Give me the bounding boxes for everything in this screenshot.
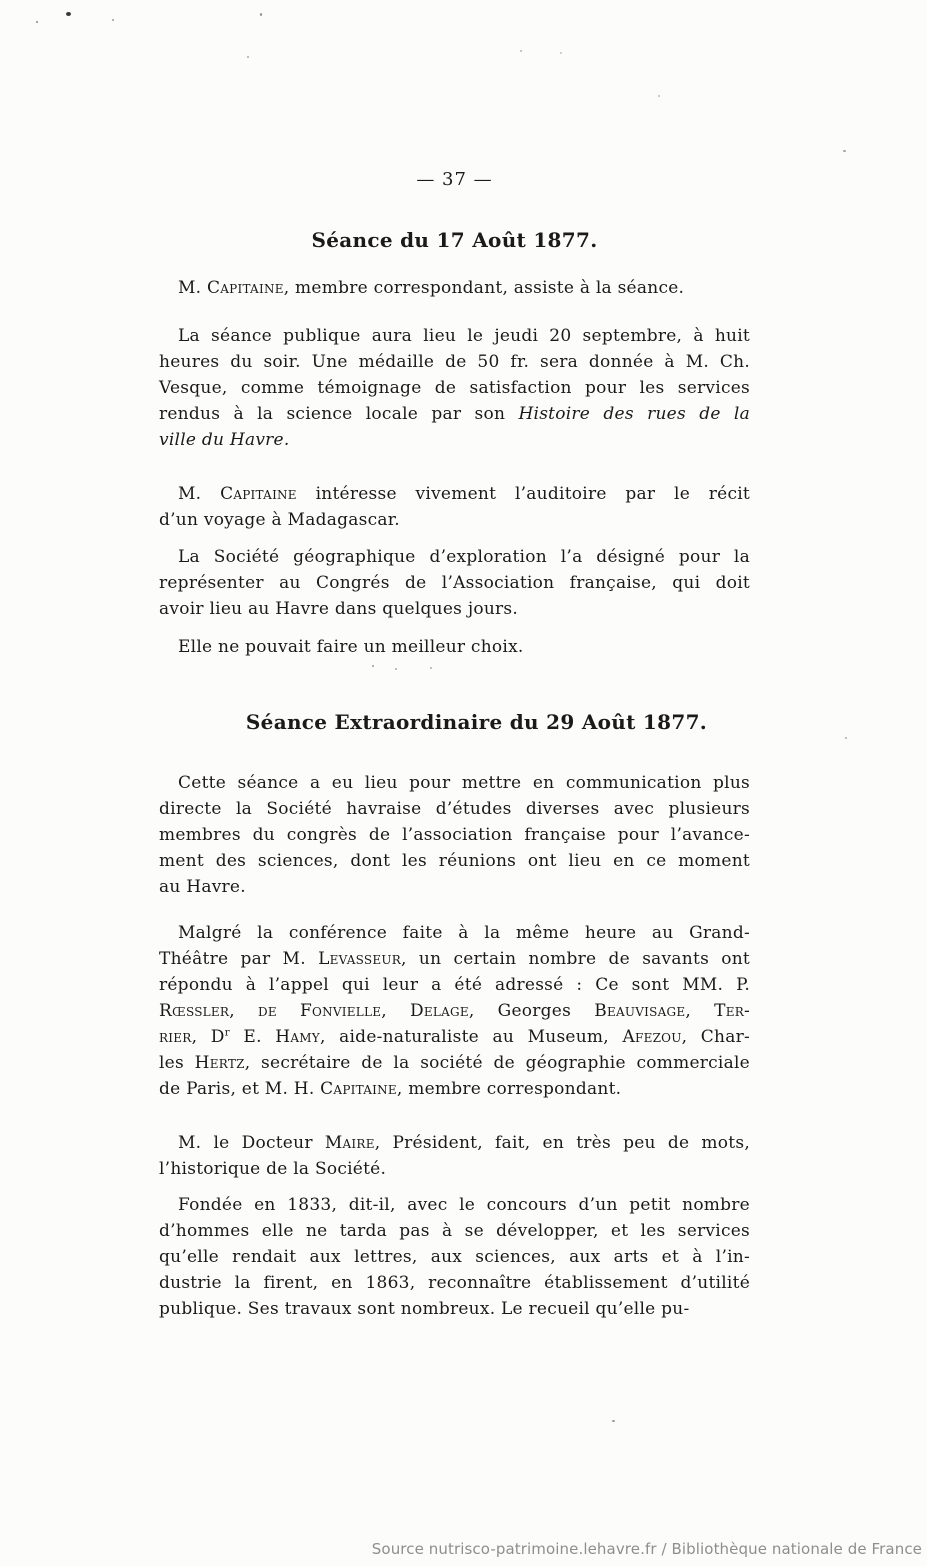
- text-segment: membres du congrès de l’association française pour l’avance-: [159, 825, 750, 845]
- text-segment: , D: [191, 1027, 225, 1047]
- text-line: [159, 1296, 750, 1322]
- text-segment: répondu à l’appel qui leur a été adressé : Ce sont MM. P.: [159, 975, 750, 995]
- text-line: [159, 1024, 750, 1050]
- scan-speckle: [612, 1420, 615, 1422]
- text-line: [159, 946, 750, 972]
- text-line: [159, 1156, 750, 1182]
- text-line: [159, 1192, 750, 1218]
- text-segment: Levasseur: [318, 949, 402, 969]
- text-segment: , secrétaire de la société de géographie commerciale: [244, 1053, 750, 1073]
- text-segment: E.: [229, 1027, 276, 1047]
- text-segment: , Président, fait, en très peu de mots,: [374, 1133, 750, 1153]
- text-segment: La Société géographique d’exploration l’a désigné pour la: [178, 547, 750, 567]
- page-number: — 37 —: [416, 169, 493, 190]
- text-segment: Vesque, comme témoignage de satisfaction pour les services: [159, 378, 750, 398]
- scan-speckle: [112, 19, 114, 21]
- text-segment: , membre correspondant.: [396, 1079, 622, 1099]
- text-segment: ,: [381, 1001, 411, 1021]
- text-segment: Maire: [324, 1133, 375, 1153]
- text-segment: M.: [178, 484, 221, 504]
- text-segment: directe la Société havraise d’études diverses avec plusieurs: [159, 799, 750, 819]
- text-segment: M. le Docteur: [178, 1133, 325, 1153]
- text-line: [159, 1076, 750, 1102]
- text-line: [159, 570, 750, 596]
- scan-speckle: [66, 12, 71, 16]
- text-segment: rendus à la science locale par son: [159, 404, 519, 424]
- text-line: [159, 1244, 750, 1270]
- text-line: [159, 1270, 750, 1296]
- text-segment: Histoire des rues de la: [518, 404, 750, 424]
- text-segment: Rœssler: [159, 1001, 230, 1021]
- text-line: [159, 481, 750, 507]
- text-segment: La séance publique aura lieu le jeudi 20 septembre, à huit: [178, 326, 750, 346]
- text-segment: Cette séance a eu lieu pour mettre en communication plus: [178, 773, 750, 793]
- text-line: [159, 770, 750, 796]
- text-segment: Capitaine: [220, 484, 297, 504]
- scan-speckle: [395, 668, 397, 670]
- paragraph: [159, 275, 750, 301]
- text-segment: dustrie la firent, en 1863, reconnaître établissement d’utilité: [159, 1273, 750, 1293]
- text-line: [159, 1050, 750, 1076]
- text-line: [159, 874, 750, 900]
- scan-speckle: [560, 52, 562, 54]
- scan-speckle: [372, 665, 374, 667]
- text-line: [159, 1130, 750, 1156]
- text-segment: , aide-naturaliste au Museum,: [319, 1027, 623, 1047]
- sections-container: [159, 227, 750, 1322]
- text-segment: ,: [685, 1001, 715, 1021]
- text-segment: , un certain nombre de savants ont: [401, 949, 751, 969]
- text-segment: r: [224, 1026, 230, 1039]
- text-segment: au Havre.: [159, 877, 246, 897]
- paragraph: [159, 770, 750, 900]
- scan-speckle: [658, 95, 660, 97]
- text-segment: ville du Havre.: [159, 430, 290, 450]
- scan-speckle: [520, 50, 522, 52]
- text-line: [159, 275, 750, 301]
- scan-speckle: [430, 667, 432, 669]
- text-segment: les: [159, 1053, 195, 1073]
- text-line: [159, 427, 750, 453]
- text-line: [159, 972, 750, 998]
- text-segment: heures du soir. Une médaille de 50 fr. sera donnée à M. Ch.: [159, 352, 750, 372]
- text-segment: , Georges: [468, 1001, 595, 1021]
- text-segment: Capitaine: [206, 278, 284, 298]
- text-segment: Hamy: [275, 1027, 320, 1047]
- text-segment: Beauvisage: [594, 1001, 686, 1021]
- text-line: [159, 920, 750, 946]
- text-line: [159, 375, 750, 401]
- text-segment: représenter au Congrés de l’Association française, qui doit: [159, 573, 750, 593]
- text-line: [159, 1218, 750, 1244]
- text-line: [159, 544, 750, 570]
- text-segment: l’historique de la Société.: [159, 1159, 387, 1179]
- text-segment: Hertz: [194, 1053, 245, 1073]
- text-segment: rier: [159, 1027, 192, 1047]
- text-segment: ,: [229, 1001, 258, 1021]
- text-segment: avoir lieu au Havre dans quelques jours.: [159, 599, 519, 619]
- text-segment: M.: [178, 278, 207, 298]
- text-segment: intéresse vivement l’auditoire par le récit: [296, 484, 750, 504]
- scan-speckle: [260, 13, 262, 16]
- text-segment: , Char-: [681, 1027, 750, 1047]
- text-line: [159, 998, 750, 1024]
- text-segment: Elle ne pouvait faire un meilleur choix.: [178, 637, 524, 657]
- paragraph: [159, 920, 750, 1102]
- text-segment: Fondée en 1833, dit-il, avec le concours d’un petit nombre: [178, 1195, 750, 1215]
- scan-speckle: [845, 737, 847, 739]
- text-segment: Capitaine: [320, 1079, 397, 1099]
- scan-speckle: [36, 21, 38, 23]
- paragraph: [159, 1130, 750, 1182]
- scan-speckle: [247, 56, 249, 58]
- text-line: [159, 634, 750, 660]
- text-line: [159, 848, 750, 874]
- text-segment: d’hommes elle ne tarda pas à se développer, et les services: [159, 1221, 750, 1241]
- paragraph: [159, 634, 750, 660]
- text-line: [159, 323, 750, 349]
- text-segment: ment des sciences, dont les réunions ont lieu en ce moment: [159, 851, 750, 871]
- scan-speckle: [843, 150, 846, 152]
- text-line: [159, 796, 750, 822]
- text-line: [159, 596, 750, 622]
- paragraph: [159, 481, 750, 533]
- text-segment: qu’elle rendait aux lettres, aux sciences, aux arts et à l’in-: [159, 1247, 750, 1267]
- text-line: [159, 401, 750, 427]
- paragraph: [159, 544, 750, 622]
- text-line: [159, 822, 750, 848]
- source-attribution: Source nutrisco-patrimoine.lehavre.fr / Bibliothèque nationale de France: [371, 1540, 922, 1558]
- text-segment: Delage: [410, 1001, 469, 1021]
- text-segment: de Paris, et M. H.: [159, 1079, 321, 1099]
- text-segment: publique. Ses travaux sont nombreux. Le recueil qu’elle pu-: [159, 1299, 690, 1319]
- text-segment: de Fonvielle: [257, 1001, 382, 1021]
- text-segment: Malgré la conférence faite à la même heure au Grand-: [178, 923, 750, 943]
- paragraph: [159, 1192, 750, 1322]
- text-column: [159, 0, 750, 1322]
- text-segment: Ter-: [714, 1001, 751, 1021]
- text-line: [159, 507, 750, 533]
- paragraph: [159, 323, 750, 453]
- text-segment: d’un voyage à Madagascar.: [159, 510, 400, 530]
- text-segment: Afezou: [622, 1027, 682, 1047]
- section-heading: Séance du 17 Août 1877.: [311, 228, 598, 252]
- section-heading: Séance Extraordinaire du 29 Août 1877.: [245, 710, 708, 734]
- text-segment: Théâtre par M.: [159, 949, 319, 969]
- text-segment: , membre correspondant, assiste à la séance.: [283, 278, 685, 298]
- text-line: [159, 349, 750, 375]
